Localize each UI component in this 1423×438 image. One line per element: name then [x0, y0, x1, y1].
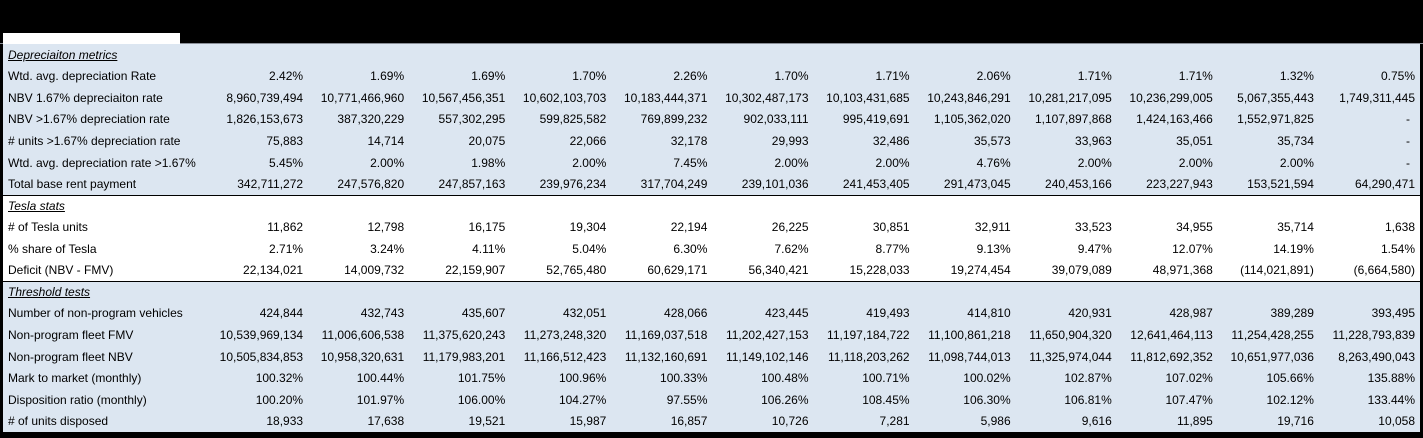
empty-cell: [409, 44, 510, 66]
value-cell: 5,986: [980, 414, 1011, 429]
value-cell: 32,178: [670, 133, 708, 148]
value-cell: 35,714: [1277, 220, 1314, 235]
value-cell: 100.44%: [356, 371, 405, 386]
value-cell: 1.70%: [774, 69, 809, 84]
black-header-band: [0, 0, 1423, 44]
section-header-row: [3, 195, 1420, 217]
value-cell: 22,159,907: [445, 263, 506, 278]
value-cell: 22,134,021: [243, 263, 304, 278]
empty-cell: [510, 196, 611, 217]
value-cell: 10,103,431,685: [826, 90, 910, 105]
value-cell: 1.32%: [1279, 69, 1314, 84]
row-label: # of Tesla units: [8, 220, 88, 235]
value-cell: 1,826,153,673: [226, 112, 304, 127]
value-cell: 11,325,974,044: [1029, 349, 1112, 364]
empty-cell: [308, 196, 409, 217]
value-cell: 106.81%: [1064, 392, 1112, 407]
table-bottom-border: [0, 432, 1423, 438]
empty-cell: [1016, 282, 1117, 303]
value-cell: 7.45%: [673, 155, 708, 170]
value-cell: 419,493: [866, 306, 910, 321]
empty-cell: [1016, 44, 1117, 66]
empty-cell: [1117, 44, 1218, 66]
table-row: [3, 152, 1420, 174]
value-cell: 428,066: [664, 306, 708, 321]
empty-cell: [510, 44, 611, 66]
value-cell: 428,987: [1169, 306, 1213, 321]
section-title: Depreciaiton metrics: [8, 47, 118, 62]
value-cell: 11,098,744,013: [928, 349, 1011, 364]
value-cell: 223,227,943: [1146, 177, 1213, 192]
value-cell: 10,236,299,005: [1129, 90, 1213, 105]
empty-cell: [814, 44, 915, 66]
value-cell: 11,166,512,423: [523, 349, 607, 364]
table-row: [3, 173, 1420, 195]
value-cell: 19,521: [468, 414, 506, 429]
value-cell: 1,749,311,445: [1339, 90, 1415, 105]
value-cell: 100.48%: [761, 371, 809, 386]
value-cell: 420,931: [1068, 306, 1112, 321]
value-cell: 35,573: [973, 133, 1011, 148]
value-cell: 317,704,249: [640, 177, 708, 192]
section-header-row: [3, 281, 1420, 303]
table-row: [3, 346, 1420, 368]
row-label: Non-program fleet FMV: [8, 327, 134, 342]
value-cell: 8,960,739,494: [226, 90, 304, 105]
value-cell: 107.02%: [1165, 371, 1213, 386]
value-cell: 108.45%: [862, 392, 910, 407]
value-cell: 48,971,368: [1152, 263, 1213, 278]
value-cell: 2.00%: [572, 155, 607, 170]
row-label: % share of Tesla: [8, 241, 97, 256]
value-cell: 5.04%: [572, 241, 607, 256]
value-cell: 11,895: [1177, 414, 1213, 429]
value-cell: 902,033,111: [743, 112, 809, 127]
value-cell: 10,726: [771, 414, 809, 429]
value-cell: -: [1406, 155, 1410, 170]
value-cell: 1,105,362,020: [933, 112, 1011, 127]
metrics-table: [0, 44, 1423, 432]
empty-cell: [1218, 282, 1319, 303]
value-cell: 1,424,163,466: [1136, 112, 1213, 127]
empty-cell: [712, 282, 813, 303]
value-cell: 2.06%: [976, 69, 1011, 84]
value-cell: 9.47%: [1077, 241, 1112, 256]
value-cell: 10,567,456,351: [421, 90, 506, 105]
value-cell: 11,375,620,243: [422, 327, 506, 342]
value-cell: 2.00%: [370, 155, 405, 170]
value-cell: 2.00%: [1077, 155, 1112, 170]
table-row: [3, 324, 1420, 346]
value-cell: 10,058: [1378, 414, 1415, 429]
value-cell: 17,638: [367, 414, 405, 429]
value-cell: 11,228,793,839: [1332, 327, 1415, 342]
empty-cell: [308, 282, 409, 303]
row-label: Number of non-program vehicles: [8, 306, 183, 321]
empty-cell: [611, 196, 712, 217]
value-cell: 10,281,217,095: [1028, 90, 1112, 105]
value-cell: 100.20%: [255, 392, 304, 407]
table-row: [3, 303, 1420, 325]
value-cell: 10,183,444,371: [623, 90, 708, 105]
row-label: Disposition ratio (monthly): [8, 392, 147, 407]
row-label: Total base rent payment: [8, 177, 137, 192]
empty-cell: [814, 282, 915, 303]
value-cell: 2.42%: [269, 69, 304, 84]
value-cell: 1.69%: [471, 69, 506, 84]
table-row: [3, 130, 1420, 152]
value-cell: 75,883: [266, 133, 304, 148]
value-cell: 15,228,033: [849, 263, 910, 278]
value-cell: 102.12%: [1266, 392, 1314, 407]
value-cell: (6,664,580): [1353, 263, 1415, 278]
value-cell: 5.45%: [269, 155, 304, 170]
value-cell: 100.02%: [963, 371, 1011, 386]
empty-cell: [712, 44, 813, 66]
value-cell: 100.33%: [660, 371, 708, 386]
value-cell: 14,714: [367, 133, 405, 148]
value-cell: 0.75%: [1380, 69, 1415, 84]
value-cell: 26,225: [771, 220, 809, 235]
section-header-row: [3, 44, 1420, 66]
value-cell: 393,495: [1371, 306, 1415, 321]
value-cell: 105.66%: [1266, 371, 1314, 386]
value-cell: 56,340,421: [748, 263, 809, 278]
table-row: [3, 367, 1420, 389]
value-cell: 599,825,582: [539, 112, 607, 127]
value-cell: 18,933: [266, 414, 304, 429]
row-label: # units >1.67% depreciation rate: [8, 133, 181, 148]
value-cell: 12,641,464,113: [1130, 327, 1213, 342]
value-cell: 9.13%: [976, 241, 1011, 256]
value-cell: 11,254,428,255: [1231, 327, 1314, 342]
value-cell: 10,602,103,703: [522, 90, 607, 105]
row-label: # of units disposed: [8, 414, 109, 429]
value-cell: 769,899,232: [640, 112, 708, 127]
empty-cell: [611, 44, 712, 66]
value-cell: 22,066: [569, 133, 607, 148]
value-cell: 4.11%: [472, 241, 506, 256]
value-cell: 14,009,732: [344, 263, 405, 278]
value-cell: 291,473,045: [943, 177, 1011, 192]
value-cell: 97.55%: [666, 392, 708, 407]
value-cell: 423,445: [765, 306, 809, 321]
value-cell: 1.98%: [471, 155, 506, 170]
value-cell: 106.26%: [761, 392, 809, 407]
value-cell: 20,075: [468, 133, 506, 148]
value-cell: 100.32%: [255, 371, 304, 386]
value-cell: 102.87%: [1064, 371, 1112, 386]
value-cell: 2.71%: [269, 241, 304, 256]
value-cell: 19,716: [1277, 414, 1314, 429]
value-cell: 8,263,490,043: [1338, 349, 1415, 364]
value-cell: 5,067,355,443: [1237, 90, 1314, 105]
value-cell: 4.76%: [976, 155, 1011, 170]
value-cell: 389,289: [1270, 306, 1314, 321]
value-cell: 1,638: [1384, 220, 1415, 235]
value-cell: 11,149,102,146: [725, 349, 809, 364]
value-cell: 1.69%: [370, 69, 405, 84]
table-row: [3, 260, 1420, 282]
value-cell: 2.00%: [1279, 155, 1314, 170]
empty-cell: [207, 282, 308, 303]
value-cell: 64,290,471: [1354, 177, 1415, 192]
value-cell: 107.47%: [1165, 392, 1213, 407]
empty-cell: [611, 282, 712, 303]
value-cell: 11,862: [267, 220, 304, 235]
value-cell: 432,051: [562, 306, 607, 321]
value-cell: 12.07%: [1172, 241, 1213, 256]
value-cell: 101.75%: [457, 371, 506, 386]
empty-cell: [814, 196, 915, 217]
row-label: Mark to market (monthly): [8, 371, 142, 386]
value-cell: 19,304: [569, 220, 607, 235]
value-cell: 11,179,983,201: [422, 349, 506, 364]
table-row: [3, 216, 1420, 238]
value-cell: 34,955: [1176, 220, 1213, 235]
empty-cell: [1016, 196, 1117, 217]
value-cell: 1,107,897,868: [1035, 112, 1112, 127]
value-cell: 35,051: [1176, 133, 1213, 148]
value-cell: 11,273,248,320: [523, 327, 607, 342]
value-cell: 16,857: [670, 414, 708, 429]
value-cell: 11,812,692,352: [1130, 349, 1213, 364]
value-cell: -: [1406, 133, 1410, 148]
value-cell: 2.00%: [774, 155, 809, 170]
empty-cell: [1218, 44, 1319, 66]
value-cell: 7.62%: [774, 241, 809, 256]
value-cell: 2.00%: [1178, 155, 1213, 170]
value-cell: 247,576,820: [337, 177, 405, 192]
value-cell: 1,552,971,825: [1237, 112, 1314, 127]
table-row: [3, 109, 1420, 131]
value-cell: 106.30%: [963, 392, 1011, 407]
empty-cell: [207, 44, 308, 66]
section-title: Tesla stats: [8, 199, 65, 214]
value-cell: 104.27%: [558, 392, 607, 407]
value-cell: 11,202,427,153: [725, 327, 809, 342]
table-row: [3, 410, 1420, 432]
row-label: Deficit (NBV - FMV): [8, 263, 114, 278]
table-row: [3, 389, 1420, 411]
empty-cell: [409, 282, 510, 303]
value-cell: 424,844: [259, 306, 304, 321]
value-cell: 11,006,606,538: [321, 327, 405, 342]
value-cell: -: [1406, 112, 1410, 127]
value-cell: 52,765,480: [546, 263, 607, 278]
empty-cell: [409, 196, 510, 217]
empty-cell: [1319, 44, 1420, 66]
value-cell: 1.54%: [1380, 241, 1415, 256]
value-cell: 6.30%: [673, 241, 708, 256]
row-label: Non-program fleet NBV: [8, 349, 133, 364]
value-cell: 11,169,037,518: [624, 327, 708, 342]
value-cell: 7,281: [879, 414, 910, 429]
value-cell: 33,963: [1075, 133, 1112, 148]
value-cell: 11,100,861,218: [928, 327, 1011, 342]
section-title: Threshold tests: [8, 285, 91, 300]
value-cell: 387,320,229: [337, 112, 405, 127]
value-cell: 101.97%: [356, 392, 405, 407]
value-cell: 30,851: [872, 220, 910, 235]
value-cell: 557,302,295: [438, 112, 506, 127]
value-cell: 995,419,691: [842, 112, 910, 127]
value-cell: 2.26%: [673, 69, 708, 84]
value-cell: 10,651,977,036: [1230, 349, 1314, 364]
value-cell: 247,857,163: [438, 177, 506, 192]
row-label: Wtd. avg. depreciation Rate: [8, 69, 157, 84]
empty-cell: [915, 44, 1016, 66]
value-cell: 240,453,166: [1045, 177, 1112, 192]
value-cell: 2.00%: [875, 155, 910, 170]
table-row: [3, 238, 1420, 260]
value-cell: 1.71%: [875, 69, 910, 84]
value-cell: 10,539,969,134: [219, 327, 304, 342]
value-cell: 106.00%: [457, 392, 506, 407]
value-cell: 10,243,846,291: [927, 90, 1011, 105]
empty-cell: [1218, 196, 1319, 217]
value-cell: 10,958,320,631: [320, 349, 405, 364]
empty-cell: [915, 196, 1016, 217]
value-cell: 15,987: [569, 414, 607, 429]
value-cell: 14.19%: [1273, 241, 1314, 256]
empty-cell: [1319, 196, 1420, 217]
value-cell: 435,607: [461, 306, 506, 321]
value-cell: 432,743: [360, 306, 405, 321]
value-cell: 11,118,203,262: [827, 349, 910, 364]
value-cell: 239,976,234: [539, 177, 607, 192]
value-cell: 10,302,487,173: [725, 90, 809, 105]
value-cell: 342,711,272: [237, 177, 304, 192]
value-cell: 9,616: [1081, 414, 1112, 429]
empty-cell: [1117, 196, 1218, 217]
value-cell: 1.71%: [1077, 69, 1112, 84]
value-cell: 1.71%: [1178, 69, 1213, 84]
value-cell: 153,521,594: [1247, 177, 1314, 192]
row-label: NBV >1.67% depreciation rate: [8, 112, 170, 127]
value-cell: 133.44%: [1367, 392, 1415, 407]
empty-cell: [1117, 282, 1218, 303]
value-cell: 239,101,036: [741, 177, 809, 192]
value-cell: 33,523: [1075, 220, 1112, 235]
value-cell: 12,798: [367, 220, 405, 235]
empty-cell: [915, 282, 1016, 303]
row-label: NBV 1.67% depreciaiton rate: [8, 90, 163, 105]
value-cell: 16,175: [468, 220, 506, 235]
value-cell: 39,079,089: [1051, 263, 1112, 278]
value-cell: 8.77%: [875, 241, 910, 256]
value-cell: 32,911: [974, 220, 1011, 235]
value-cell: 35,734: [1277, 133, 1314, 148]
value-cell: 32,486: [872, 133, 910, 148]
value-cell: 19,274,454: [950, 263, 1011, 278]
value-cell: 29,993: [771, 133, 809, 148]
table-row: [3, 66, 1420, 88]
empty-cell: [712, 196, 813, 217]
empty-cell: [510, 282, 611, 303]
value-cell: 60,629,171: [647, 263, 708, 278]
value-cell: 1.70%: [572, 69, 607, 84]
value-cell: 241,453,405: [842, 177, 910, 192]
empty-cell: [308, 44, 409, 66]
value-cell: 11,197,184,722: [827, 327, 910, 342]
row-label: Wtd. avg. depreciation rate >1.67%: [8, 155, 196, 170]
table-row: [3, 87, 1420, 109]
value-cell: 11,650,904,320: [1029, 327, 1112, 342]
value-cell: 135.88%: [1367, 371, 1415, 386]
empty-cell: [1319, 282, 1420, 303]
value-cell: 11,132,160,691: [624, 349, 708, 364]
value-cell: (114,021,891): [1240, 263, 1314, 278]
value-cell: 100.96%: [558, 371, 607, 386]
label-column-header-cell: [3, 33, 180, 44]
value-cell: 414,810: [967, 306, 1011, 321]
value-cell: 10,505,834,853: [219, 349, 304, 364]
value-cell: 10,771,466,960: [320, 90, 405, 105]
empty-cell: [207, 196, 308, 217]
value-cell: 22,194: [670, 220, 708, 235]
value-cell: 100.71%: [862, 371, 910, 386]
value-cell: 3.24%: [370, 241, 405, 256]
